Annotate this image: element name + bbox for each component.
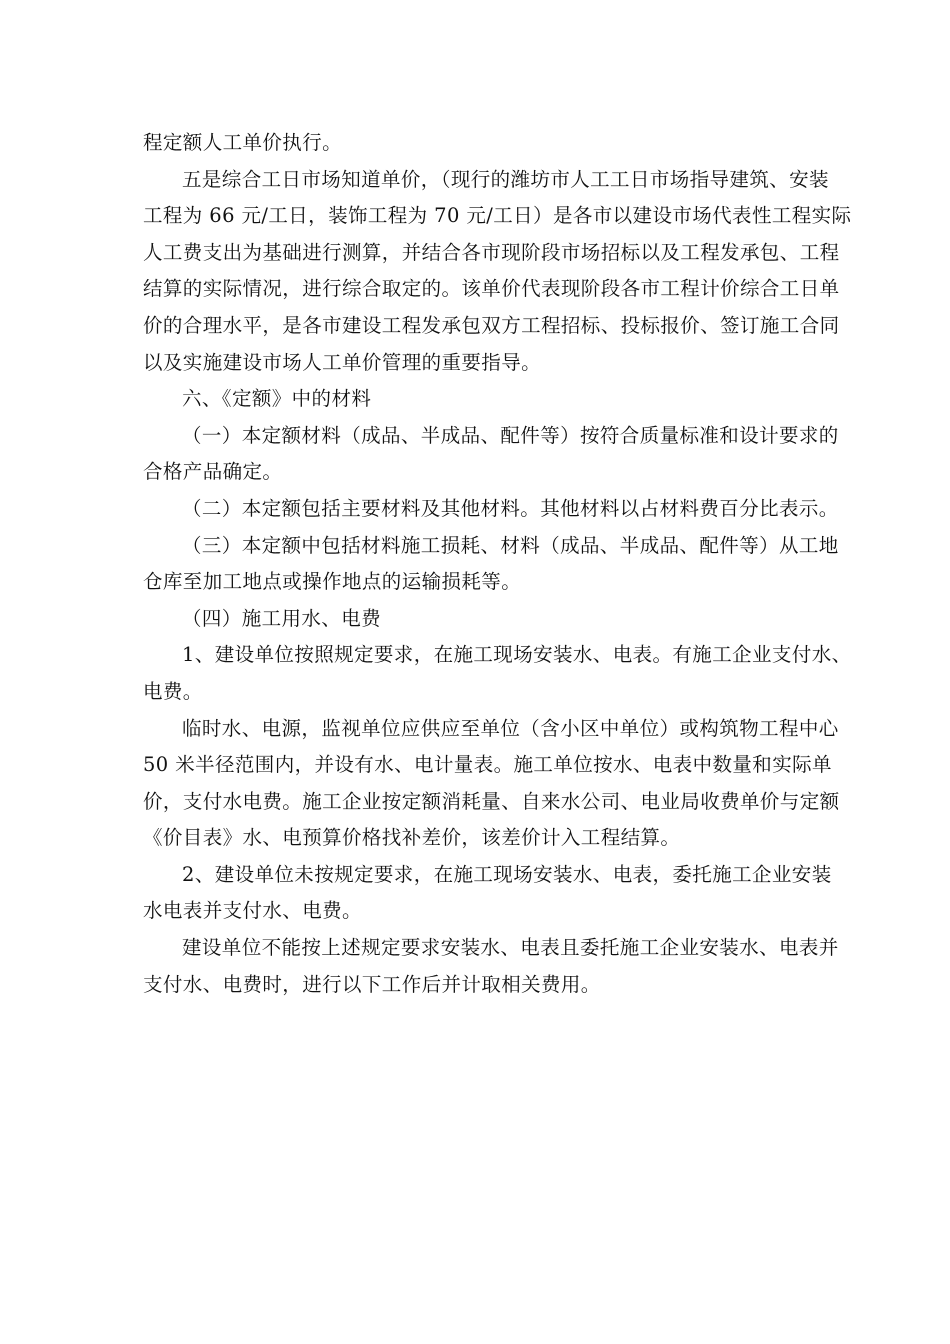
text-line: 仓库至加工地点或操作地点的运输损耗等。: [143, 570, 522, 594]
paragraph-labor-unit-price: [143, 162, 852, 382]
text-line: 程定额人工单价执行。: [143, 131, 343, 154]
text-line: 1、建设单位按照规定要求，在施工现场安装水、电表。有施工企业支付水、: [182, 643, 852, 667]
paragraph-materials-4-heading: [143, 601, 815, 638]
text-line: 人工费支出为基础进行测算，并结合各市现阶段市场招标以及工程发承包、工程: [143, 240, 840, 264]
text-line: （四）施工用水、电费: [182, 606, 382, 630]
paragraph-continuation: [143, 125, 815, 162]
text-line: 支付水、电费时，进行以下工作后并计取相关费用。: [143, 972, 601, 996]
text-line: 结算的实际情况，进行综合取定的。该单价代表现阶段各市工程计价综合工日单: [143, 277, 840, 301]
text-line: 50 米半径范围内，并设有水、电计量表。施工单位按水、电表中数量和实际单: [143, 753, 832, 777]
paragraph-materials-1: [143, 418, 839, 491]
text-line: 价，支付水电费。施工企业按定额消耗量、自来水公司、电业局收费单价与定额: [143, 789, 840, 813]
text-line: 2、建设单位未按规定要求，在施工现场安装水、电表，委托施工企业安装: [182, 862, 832, 886]
text-line: 临时水、电源，监视单位应供应至单位（含小区中单位）或构筑物工程中心: [182, 716, 839, 740]
text-line: 以及实施建设市场人工单价管理的重要指导。: [143, 350, 542, 374]
text-line: 五是综合工日市场知道单价，（现行的潍坊市人工工日市场指导建筑、安装: [182, 167, 829, 191]
text-line: 电费。: [143, 679, 203, 703]
paragraph-water-electric-2: [143, 857, 832, 930]
text-line: （一）本定额材料（成品、半成品、配件等）按符合质量标准和设计要求的: [182, 423, 839, 447]
text-line: 建设单位不能按上述规定要求安装水、电表且委托施工企业安装水、电表并: [182, 936, 839, 960]
text-line: 六、《定额》中的材料: [182, 387, 372, 411]
document-body: [143, 125, 852, 1003]
paragraph-temporary-supply: [143, 711, 840, 857]
text-line: 水电表并支付水、电费。: [143, 899, 362, 923]
paragraph-materials-2: [143, 491, 839, 528]
section-heading-materials: [143, 381, 815, 418]
paragraph-materials-3: [143, 528, 839, 601]
text-line: 工程为 66 元/工日，装饰工程为 70 元/工日）是各市以建设市场代表性工程实际: [143, 204, 852, 228]
paragraph-water-electric-1: [143, 637, 852, 710]
text-line: 合格产品确定。: [143, 460, 283, 484]
text-line: （二）本定额包括主要材料及其他材料。其他材料以占材料费百分比表示。: [182, 496, 839, 520]
text-line: 《价目表》水、电预算价格找补差价，该差价计入工程结算。: [143, 826, 681, 850]
text-line: 价的合理水平，是各市建设工程发承包双方工程招标、投标报价、签订施工合同: [143, 313, 840, 337]
paragraph-water-electric-3: [143, 930, 839, 1003]
text-line: （三）本定额中包括材料施工损耗、材料（成品、半成品、配件等）从工地: [182, 533, 839, 557]
